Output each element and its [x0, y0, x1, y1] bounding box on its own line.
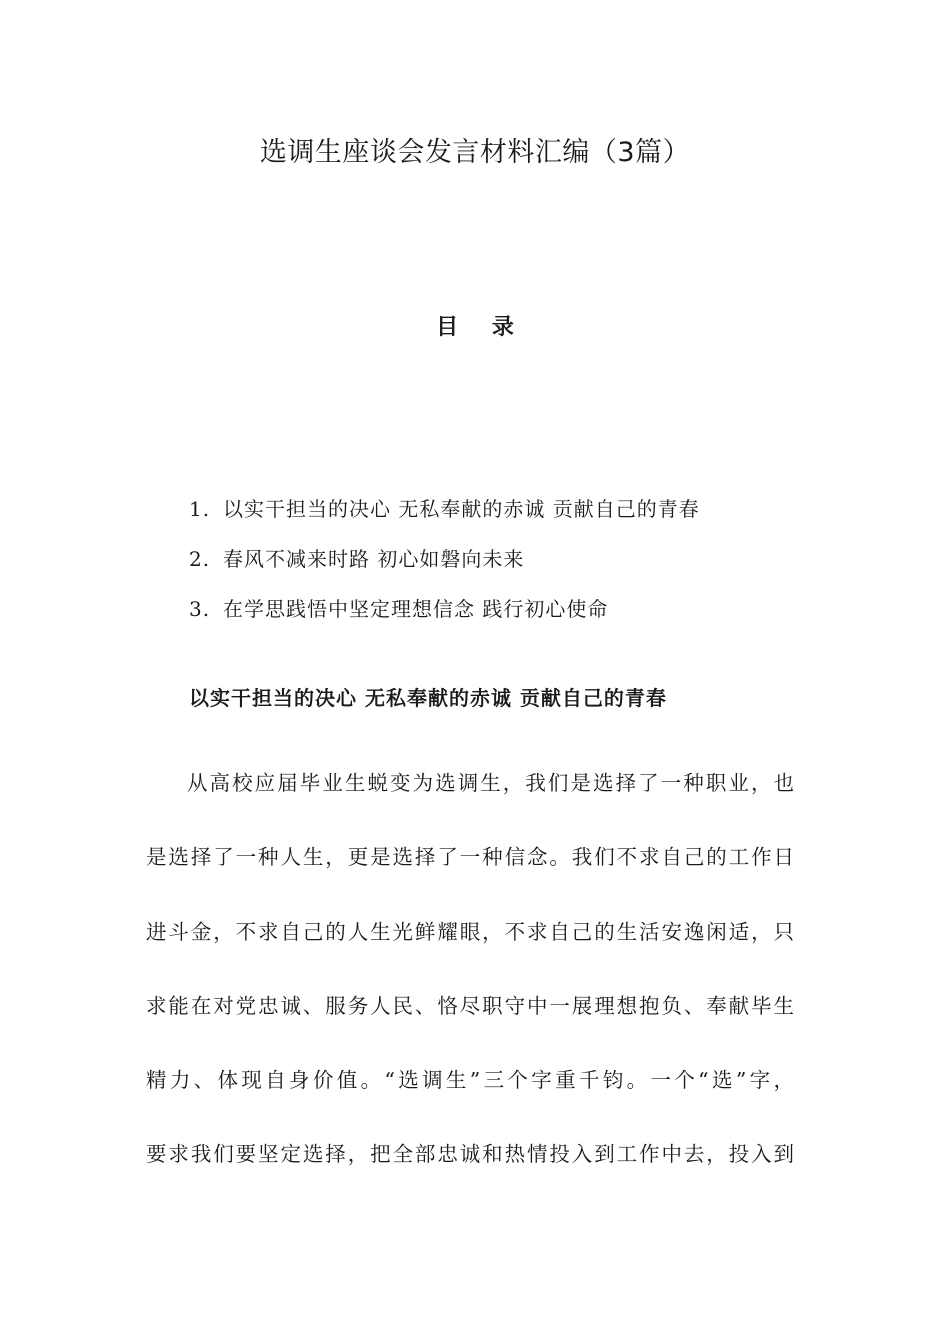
toc-item-1: [189, 484, 700, 534]
toc-item-number: 3.: [189, 597, 211, 621]
body-line: 精力、体现自身价值。“选调生”三个字重千钧。一个“选”字，: [146, 1068, 794, 1093]
toc-item-text: 在学思践悟中坚定理想信念 践行初心使命: [223, 597, 609, 621]
table-of-contents: [189, 484, 700, 634]
body-line: 要求我们要坚定选择，把全部忠诚和热情投入到工作中去，投入到: [146, 1142, 794, 1167]
toc-item-2: [189, 534, 700, 584]
toc-item-text: 春风不减来时路 初心如磐向未来: [223, 547, 525, 571]
toc-item-3: [189, 584, 700, 634]
body-paragraph: [146, 759, 794, 1205]
toc-heading: 目 录: [436, 315, 514, 340]
toc-item-number: 1.: [189, 497, 211, 521]
body-line: 进斗金，不求自己的人生光鲜耀眼，不求自己的生活安逸闲适，只: [146, 919, 794, 944]
body-line: 求能在对党忠诚、服务人民、恪尽职守中一展理想抱负、奉献毕生: [146, 993, 794, 1018]
section-title: 以实干担当的决心 无私奉献的赤诚 贡献自己的青春: [189, 686, 667, 710]
document-title: 选调生座谈会发言材料汇编（3篇）: [259, 137, 691, 168]
toc-item-text: 以实干担当的决心 无私奉献的赤诚 贡献自己的青春: [223, 497, 700, 521]
toc-item-number: 2.: [189, 547, 211, 571]
body-line: 是选择了一种人生，更是选择了一种信念。我们不求自己的工作日: [146, 845, 794, 870]
body-line: 从高校应届毕业生蜕变为选调生，我们是选择了一种职业，也: [187, 771, 794, 795]
